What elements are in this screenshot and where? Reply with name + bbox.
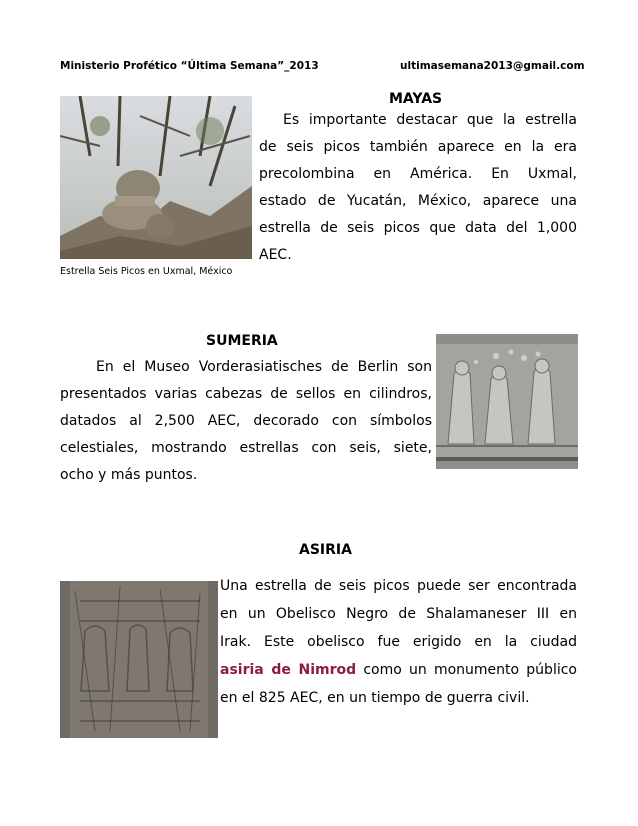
sumeria-line: ocho y más puntos. (60, 467, 198, 483)
mayas-line: Es importante destacar que la estrella (283, 112, 577, 128)
asiria-heading: ASIRIA (299, 542, 352, 558)
asiria-line: Una estrella de seis picos puede ser encontrada (220, 578, 577, 594)
mayas-paragraph (259, 107, 577, 269)
black-obelisk-photo (60, 581, 218, 738)
uxmal-photo-caption: Estrella Seis Picos en Uxmal, México (60, 266, 233, 277)
asiria-line: en el 825 AEC, en un tiempo de guerra civil. (220, 690, 530, 706)
mayas-line: de seis picos también aparece en la era (259, 139, 577, 155)
header-left: Ministerio Profético “Última Semana”_2013 (60, 60, 319, 72)
mayas-line: AEC. (259, 247, 292, 263)
nimrod-highlight: asiria de Nimrod (220, 662, 357, 678)
uxmal-star-photo (60, 96, 252, 259)
asiria-line: en un Obelisco Negro de Shalamaneser III en (220, 606, 577, 622)
sumeria-line: datados al 2,500 AEC, decorado con símbolos (60, 413, 432, 429)
sumeria-line: En el Museo Vorderasiatisches de Berlin son (96, 359, 432, 375)
cylinder-seal-photo (436, 334, 578, 469)
mayas-heading: MAYAS (389, 91, 443, 107)
asiria-line (220, 656, 577, 684)
asiria-paragraph (220, 572, 577, 712)
mayas-line: estado de Yucatán, México, aparece una (259, 193, 577, 209)
sumeria-line: celestiales, mostrando estrellas con seis, siete, (60, 440, 432, 456)
asiria-line: Irak. Este obelisco fue erigido en la ciudad (220, 634, 577, 650)
mayas-line: precolombina en América. En Uxmal, (259, 166, 577, 182)
mayas-line: estrella de seis picos que data del 1,000 (259, 220, 577, 236)
sumeria-paragraph (60, 354, 432, 489)
asiria-line4-rest: como un monumento público (356, 662, 577, 678)
sumeria-heading: SUMERIA (206, 333, 278, 349)
sumeria-line: presentados varias cabezas de sellos en cilindros, (60, 386, 432, 402)
header-email: ultimasemana2013@gmail.com (400, 60, 585, 72)
